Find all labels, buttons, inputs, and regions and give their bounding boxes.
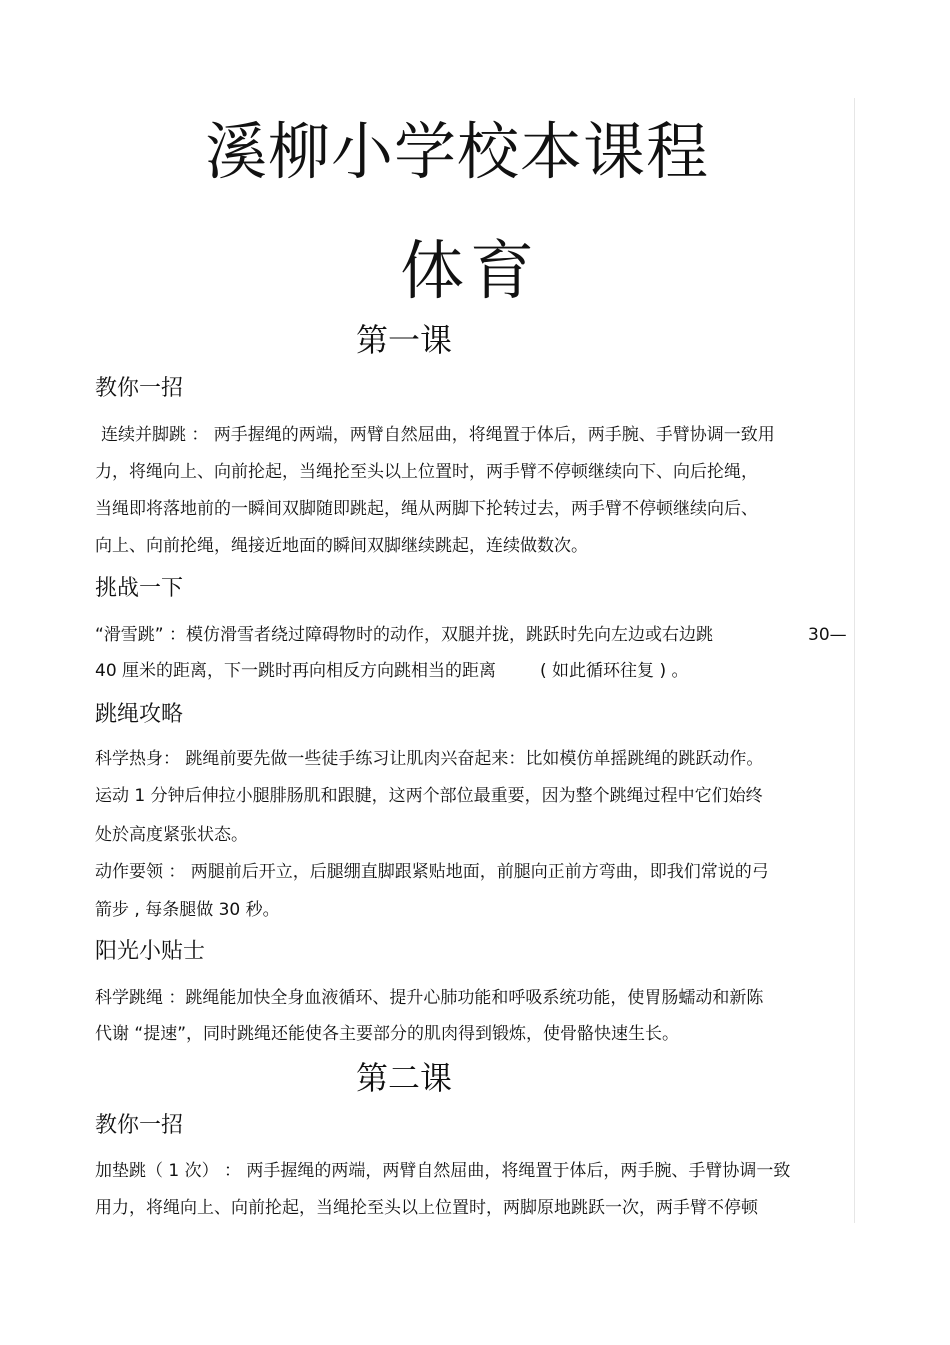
paragraph-line: 力，将绳向上、向前抡起，当绳抡至头以上位置时，两手臂不停顿继续向下、向后抡绳，: [95, 462, 758, 482]
paragraph-line-tail: 30—: [808, 625, 847, 645]
lesson-1-heading: 第一课: [355, 321, 452, 359]
paragraph-line: 科学热身： 跳绳前要先做一些徒手练习让肌肉兴奋起来：比如模仿单摇跳绳的跳跃动作。: [95, 749, 764, 769]
paragraph-line: 运动 1 分钟后伸拉小腿腓肠肌和跟腱，这两个部位最重要，因为整个跳绳过程中它们始终: [95, 786, 763, 806]
document-subtitle: 体育: [400, 235, 540, 309]
document-title: 溪柳小学校本课程: [204, 115, 709, 188]
paragraph-line: 连续并脚跳 ： 两手握绳的两端，两臂自然屈曲，将绳置于体后，两手腕、手臂协调一致用: [101, 425, 775, 445]
paragraph-line: 用力，将绳向上、向前抡起，当绳抡至头以上位置时，两脚原地跳跃一次，两手臂不停顿: [95, 1198, 758, 1218]
paragraph-line: 40 厘米的距离，下一跳时再向相反方向跳相当的距离: [95, 661, 497, 681]
section-heading-teach: 教你一招: [95, 1113, 184, 1138]
section-heading-challenge: 挑战一下: [95, 576, 184, 601]
lesson-2-heading: 第二课: [355, 1059, 452, 1097]
paragraph-line: 科学跳绳 ：跳绳能加快全身血液循环、提升心肺功能和呼吸系统功能，使胃肠蠕动和新陈: [95, 988, 764, 1008]
paragraph-line: 当绳即将落地前的一瞬间双脚随即跳起，绳从两脚下抡转过去，两手臂不停顿继续向后、: [95, 499, 758, 519]
section-heading-strategy: 跳绳攻略: [95, 702, 184, 727]
section-heading-teach: 教你一招: [95, 376, 184, 401]
paragraph-line: 动作要领 ： 两腿前后开立，后腿绷直脚跟紧贴地面，前腿向正前方弯曲，即我们常说的弓: [95, 862, 769, 882]
paragraph-line: 代谢 “提速”，同时跳绳还能使各主要部分的肌肉得到锻炼，使骨骼快速生长。: [95, 1024, 680, 1044]
paragraph-line: 向上、向前抡绳，绳接近地面的瞬间双脚继续跳起，连续做数次。: [95, 536, 588, 556]
paragraph-line: 加垫跳（ 1 次） ： 两手握绳的两端，两臂自然屈曲，将绳置于体后，两手腕、手臂协调一致: [95, 1161, 791, 1181]
paragraph-line: 箭步 , 每条腿做 30 秒。: [95, 900, 280, 920]
section-heading-tips: 阳光小贴士: [95, 939, 206, 964]
paragraph-line: 处於高度紧张状态。: [95, 825, 248, 845]
paragraph-line: “滑雪跳” ：模仿滑雪者绕过障碍物时的动作，双腿并拢，跳跃时先向左边或右边跳: [95, 625, 714, 645]
paragraph-line-tail: ( 如此循环往复 ) 。: [540, 661, 689, 681]
